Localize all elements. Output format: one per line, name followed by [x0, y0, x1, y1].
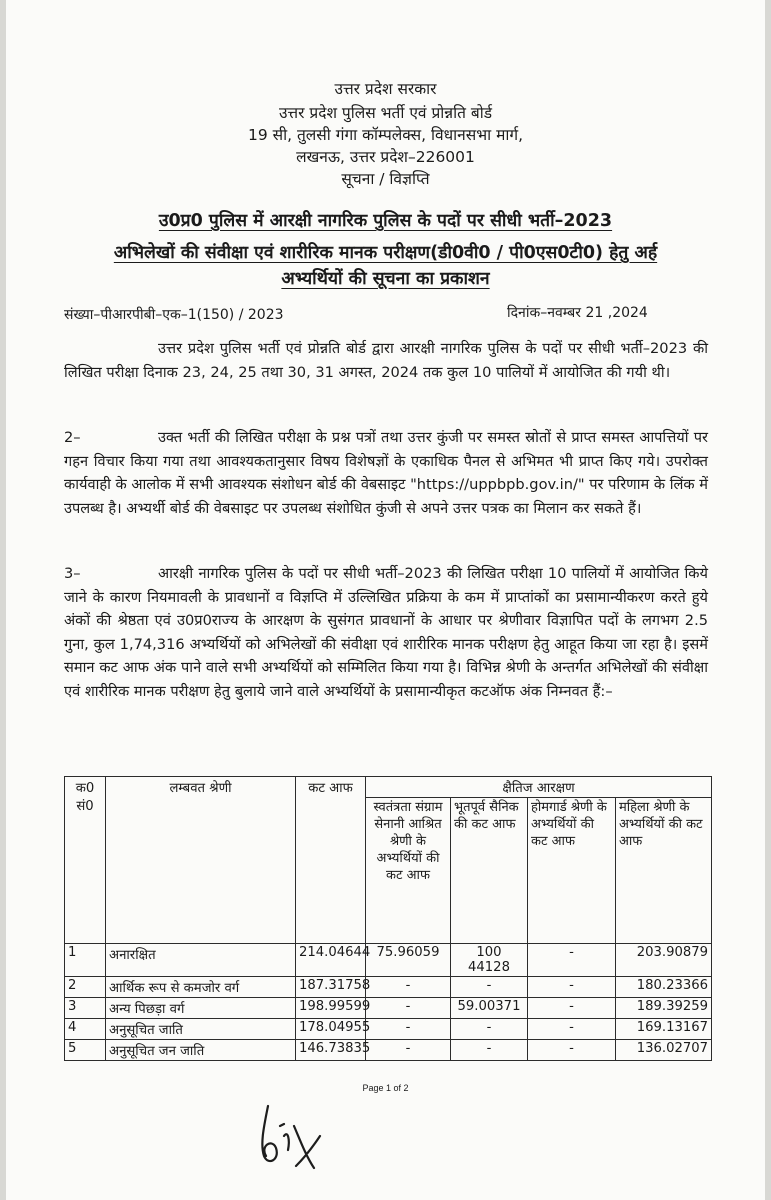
row-category: अनारक्षित	[106, 944, 296, 977]
header-freedom-fighter: स्वतंत्रता संग्राम सेनानी आश्रित श्रेणी के अभ्यर्थियों की कट आफ	[366, 798, 451, 944]
title-line-1: उ0प्र0 पुलिस में आरक्षी नागरिक पुलिस के पदों पर सीधी भर्ती–2023	[158, 211, 613, 231]
row-category: अनुसूचित जन जाति	[106, 1040, 296, 1061]
header-homeguard: होमगार्ड श्रेणी के अभ्यर्थियों की कट आफ	[528, 798, 616, 944]
paragraph-2-number: 2–	[64, 429, 81, 446]
row-cutoff: 178.04955	[296, 1019, 366, 1040]
row-exservice-cutoff: 59.00371	[451, 998, 528, 1019]
row-freedom-cutoff: 75.96059	[366, 944, 451, 977]
paragraph-3-text: आरक्षी नागरिक पुलिस के पदों पर सीधी भर्ती–2023 की लिखित परीक्षा 10 पालियों में आयोजित किये जाने के कारण नियमावली के प्रावधानों व विज्ञप्ति में उल्लिखित प्रक्रिया के कम में प्राप्तांकों का प्रसामान्यीकरण करते हुये अंकों की श्रेष्ठता एवं उ0प्र0राज्य के आरक्षण के सुसंगत प्रावधानों के आधार पर श्रेणीवार विज्ञापित पदों के लगभग 2.5 गुना, कुल 1,74,316 अभ्यर्थियों को अभिलेखों की संवीक्षा एवं शारीरिक मानक परीक्षण हेतु आहूत किया जा रहा है। इसमें समान कट आफ अंक पाने वाले सभी अभ्यर्थियों को सम्मिलित किया गया है। विभिन्न श्रेणी के अन्तर्गत अभिलेखों की संवीक्षा एवं शारीरिक मानक परीक्षण हेतु बुलाये जाने वाले अभ्यर्थियों के प्रसामान्यीकृत कटऑफ अंक निम्नवत हैं:–	[64, 565, 708, 700]
row-serial: 1	[65, 944, 106, 977]
header-ex-serviceman: भूतपूर्व सैनिक की कट आफ	[451, 798, 528, 944]
table-row	[65, 977, 712, 998]
paragraph-3	[64, 562, 708, 704]
header-govt: उत्तर प्रदेश सरकार	[334, 80, 437, 98]
paragraph-1-text: उत्तर प्रदेश पुलिस भर्ती एवं प्रोन्नति बोर्ड द्वारा आरक्षी नागरिक पुलिस के पदों पर सीधी भर्ती–2023 की लिखित परीक्षा दिनाक 23, 24, 25 तथा 30, 31 अगस्त, 2024 तक कुल 10 पालियों में आयोजित की गयी थी।	[64, 340, 708, 381]
header-women: महिला श्रेणी के अभ्यर्थियों की कट आफ	[616, 798, 712, 944]
paragraph-2	[64, 426, 708, 520]
signature	[250, 1096, 340, 1176]
row-homeguard-cutoff: -	[528, 977, 616, 998]
row-exservice-cutoff: -	[451, 1019, 528, 1040]
row-women-cutoff: 136.02707	[616, 1040, 712, 1061]
row-homeguard-cutoff: -	[528, 1040, 616, 1061]
table-row	[65, 998, 712, 1019]
paragraph-3-number: 3–	[64, 565, 81, 582]
header-horizontal-reservation: क्षैतिज आरक्षण	[366, 777, 712, 798]
title-line-2: अभिलेखों की संवीक्षा एवं शारीरिक मानक परीक्षण(डी0वी0 / पी0एस0टी0) हेतु अर्ह	[113, 243, 658, 263]
row-exservice-cutoff: 100 44128	[451, 944, 528, 977]
row-freedom-cutoff: -	[366, 1019, 451, 1040]
reference-number: संख्या–पीआरपीबी–एक–1(150) / 2023	[64, 307, 284, 323]
header-city: लखनऊ, उत्तर प्रदेश–226001	[296, 148, 475, 166]
row-freedom-cutoff: -	[366, 977, 451, 998]
row-women-cutoff: 189.39259	[616, 998, 712, 1019]
row-serial: 4	[65, 1019, 106, 1040]
row-women-cutoff: 180.23366	[616, 977, 712, 998]
row-cutoff: 214.04644	[296, 944, 366, 977]
row-serial: 2	[65, 977, 106, 998]
row-cutoff: 146.73835	[296, 1040, 366, 1061]
page-number: Page 1 of 2	[362, 1083, 409, 1093]
row-homeguard-cutoff: -	[528, 944, 616, 977]
row-exservice-cutoff: -	[451, 1040, 528, 1061]
row-cutoff: 187.31758	[296, 977, 366, 998]
row-serial: 5	[65, 1040, 106, 1061]
row-women-cutoff: 203.90879	[616, 944, 712, 977]
table-row	[65, 1040, 712, 1061]
table-row	[65, 944, 712, 977]
row-category: आर्थिक रूप से कमजोर वर्ग	[106, 977, 296, 998]
row-freedom-cutoff: -	[366, 998, 451, 1019]
row-cutoff: 198.99599	[296, 998, 366, 1019]
cutoff-table	[64, 776, 712, 1061]
row-freedom-cutoff: -	[366, 1040, 451, 1061]
header-category: लम्बवत श्रेणी	[106, 777, 296, 944]
header-notice: सूचना / विज्ञप्ति	[341, 170, 430, 188]
title-line-3: अभ्यर्थियों की सूचना का प्रकाशन	[281, 269, 490, 289]
row-exservice-cutoff: -	[451, 977, 528, 998]
row-category: अन्य पिछड़ा वर्ग	[106, 998, 296, 1019]
notice-date: दिनांक–नवम्बर 21 ,2024	[507, 305, 648, 321]
header-serial: क0 सं0	[65, 777, 106, 944]
row-serial: 3	[65, 998, 106, 1019]
header-cutoff: कट आफ	[296, 777, 366, 944]
row-homeguard-cutoff: -	[528, 998, 616, 1019]
row-category: अनुसूचित जाति	[106, 1019, 296, 1040]
header-address: 19 सी, तुलसी गंगा कॉम्पलेक्स, विधानसभा मार्ग,	[247, 126, 524, 144]
paragraph-1	[64, 337, 708, 384]
header-board: उत्तर प्रदेश पुलिस भर्ती एवं प्रोन्नति बोर्ड	[278, 104, 493, 122]
row-women-cutoff: 169.13167	[616, 1019, 712, 1040]
table-row	[65, 1019, 712, 1040]
paragraph-2-text: उक्त भर्ती की लिखित परीक्षा के प्रश्न पत्रों तथा उत्तर कुंजी पर समस्त स्रोतों से प्राप्त समस्त आपत्तियों पर गहन विचार किया गया तथा आवश्यकतानुसार विषय विशेषज्ञों के एकाधिक पैनल से अभिमत भी प्राप्त किए गये। उपरोक्त कार्यवाही के आलोक में सभी आवश्यक संशोधन बोर्ड की वेबसाइट "https://uppbpb.gov.in/" पर परिणाम के लिंक में उपलब्ध है। अभ्यर्थी बोर्ड की वेबसाइट पर उपलब्ध संशोधित कुंजी से अपने उत्तर पत्रक का मिलान कर सकते हैं।	[64, 429, 708, 517]
row-homeguard-cutoff: -	[528, 1019, 616, 1040]
